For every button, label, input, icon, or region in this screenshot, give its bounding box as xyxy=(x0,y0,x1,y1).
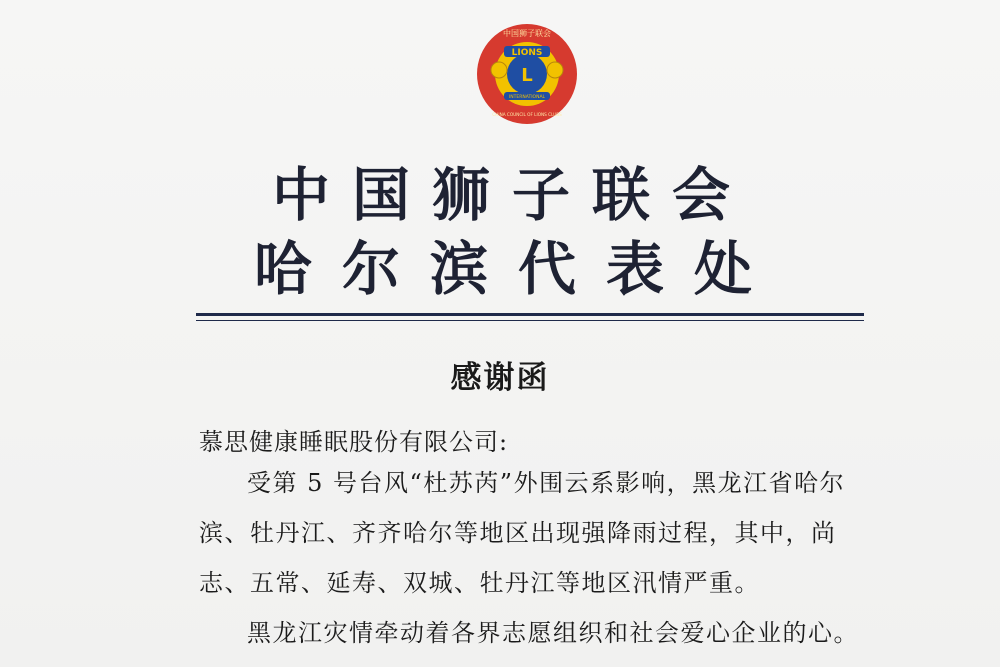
svg-text:INTERNATIONAL: INTERNATIONAL xyxy=(508,95,546,100)
body-paragraph-2: 黑龙江灾情牵动着各界志愿组织和社会爱心企业的心。 xyxy=(247,619,859,647)
header-divider-thick xyxy=(196,313,864,316)
salutation: 慕思健康睡眠股份有限公司: xyxy=(199,428,509,456)
header-divider-thin xyxy=(196,320,864,321)
svg-text:LIONS: LIONS xyxy=(511,48,543,58)
org-name-line2: 哈尔滨代表处 xyxy=(253,235,782,303)
svg-text:中国狮子联会: 中国狮子联会 xyxy=(503,29,551,38)
svg-text:L: L xyxy=(521,65,533,86)
lions-club-logo xyxy=(472,22,582,126)
org-name-line1: 中国狮子联会 xyxy=(271,161,752,229)
svg-text:CHINA COUNCIL OF LIONS CLUBS: CHINA COUNCIL OF LIONS CLUBS xyxy=(492,112,562,117)
body-paragraph-1: 受第 5 号台风“杜苏芮”外围云系影响，黑龙江省哈尔滨、牡丹江、齐齐哈尔等地区出现强降雨过程，其中，尚志、五常、延寿、双城、牡丹江等地区汛情严重。 xyxy=(199,469,846,597)
letter-title: 感谢函 xyxy=(450,360,550,396)
